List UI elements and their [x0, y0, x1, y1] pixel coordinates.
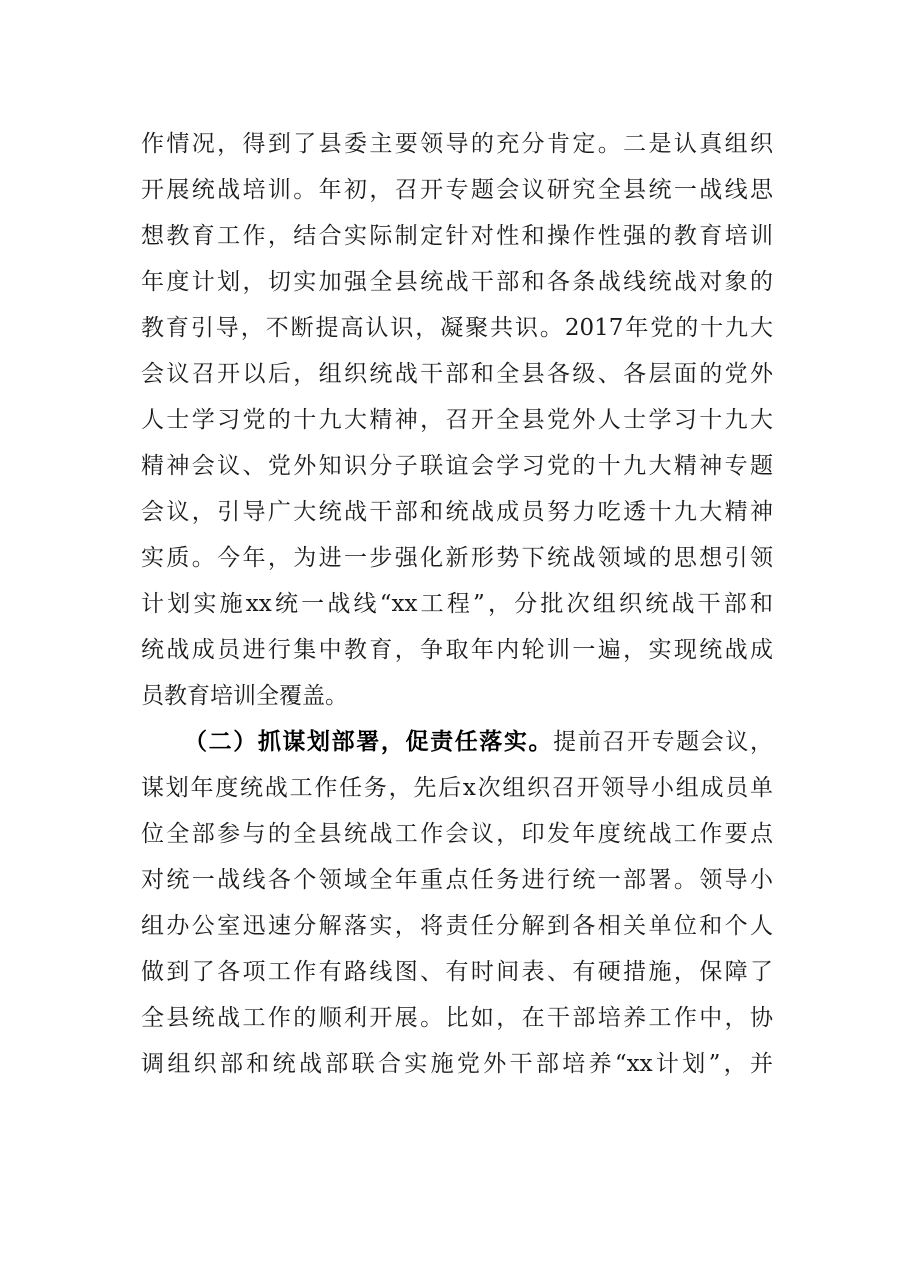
paragraph-line: 教育引导，不断提高认识，凝聚共识。2017年党的十九大: [141, 315, 773, 341]
section-line: 位全部参与的全县统战工作会议，印发年度统战工作要点: [141, 821, 773, 847]
section-line: 做到了各项工作有路线图、有时间表、有硬措施，保障了: [141, 959, 773, 985]
paragraph-line: 计划实施xx统一战线“xx工程”，分批次组织统战干部和: [141, 591, 773, 617]
paragraph-line: 员教育培训全覆盖。: [141, 683, 348, 709]
section-line: 谋划年度统战工作任务，先后x次组织召开领导小组成员单: [141, 775, 773, 801]
paragraph-line: 统战成员进行集中教育，争取年内轮训一遍，实现统战成: [141, 637, 773, 663]
section-line: 调组织部和统战部联合实施党外干部培养“xx计划”，并: [141, 1051, 773, 1077]
section-heading: （二）抓谋划部署，促责任落实。: [184, 728, 554, 755]
section-line: 对统一战线各个领域全年重点任务进行统一部署。领导小: [141, 867, 773, 893]
paragraph-line: 作情况，得到了县委主要领导的充分肯定。二是认真组织: [141, 131, 773, 157]
section-line: 全县统战工作的顺利开展。比如，在干部培养工作中，协: [141, 1005, 773, 1031]
paragraph-line: 想教育工作，结合实际制定针对性和操作性强的教育培训: [141, 223, 773, 249]
paragraph-line: 年度计划，切实加强全县统战干部和各条战线统战对象的: [141, 269, 773, 295]
section-first-line: [184, 722, 773, 762]
section-line: 组办公室迅速分解落实，将责任分解到各相关单位和个人: [141, 913, 773, 939]
paragraph-line: 会议，引导广大统战干部和统战成员努力吃透十九大精神: [141, 499, 773, 525]
paragraph-line: 实质。今年，为进一步强化新形势下统战领域的思想引领: [141, 545, 773, 571]
section-first-line-rest: 提前召开专题会议，: [553, 729, 774, 755]
paragraph-line: 人士学习党的十九大精神，召开全县党外人士学习十九大: [141, 407, 773, 433]
paragraph-line: 会议召开以后，组织统战干部和全县各级、各层面的党外: [141, 361, 773, 387]
paragraph-line: 开展统战培训。年初，召开专题会议研究全县统一战线思: [141, 177, 773, 203]
paragraph-line: 精神会议、党外知识分子联谊会学习党的十九大精神专题: [141, 453, 773, 479]
